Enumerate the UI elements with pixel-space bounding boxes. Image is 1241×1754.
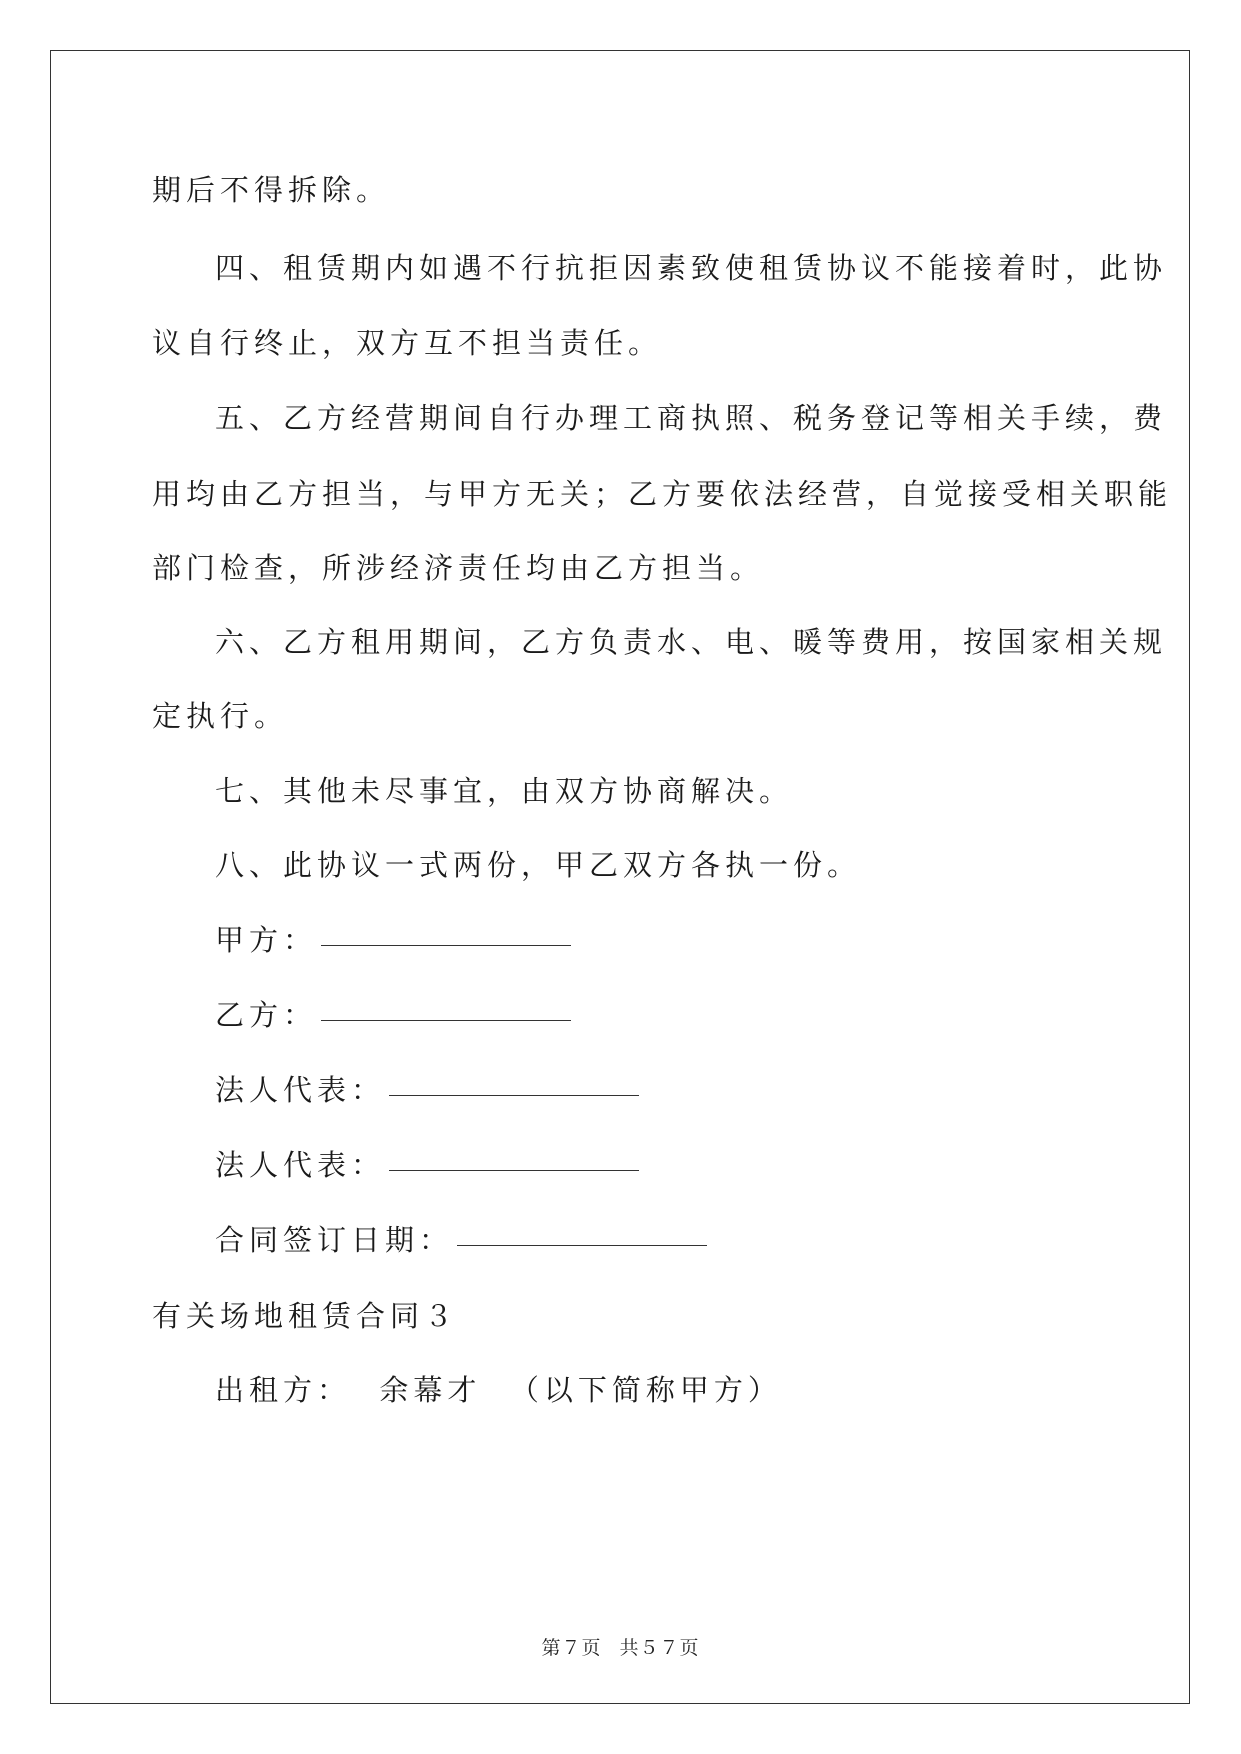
party-b-signature <box>215 995 571 1035</box>
legal-rep-blank <box>389 1095 639 1096</box>
paragraph-line: 五、乙方经营期间自行办理工商执照、税务登记等相关手续，费 <box>215 401 1168 435</box>
lessor-line: 出租方： 余幕才 （以下简称甲方） <box>215 1373 782 1407</box>
page-footer <box>0 1633 1241 1660</box>
paragraph-line: 部门检查，所涉经济责任均由乙方担当。 <box>152 551 765 585</box>
paragraph-line: 八、此协议一式两份，甲乙双方各执一份。 <box>215 848 862 882</box>
paragraph-line: 期后不得拆除。 <box>152 173 391 207</box>
paragraph-line: 四、租赁期内如遇不行抗拒因素致使租赁协议不能接着时，此协 <box>215 251 1168 285</box>
party-a-signature <box>215 920 571 960</box>
sign-date-line <box>215 1220 707 1260</box>
party-a-blank <box>321 945 571 946</box>
legal-rep-label: 法人代表： <box>215 1073 386 1107</box>
paragraph-line: 用均由乙方担当，与甲方无关；乙方要依法经营，自觉接受相关职能 <box>152 477 1173 511</box>
legal-rep-blank <box>389 1170 639 1171</box>
total-pages: 共５７页 <box>619 1637 700 1659</box>
section-title: 有关场地租赁合同３ <box>152 1299 459 1333</box>
paragraph-line: 议自行终止，双方互不担当责任。 <box>152 326 663 360</box>
party-b-label: 乙方： <box>215 998 318 1032</box>
sign-date-blank <box>457 1245 707 1246</box>
page-number: 第７页 <box>541 1637 602 1659</box>
legal-rep-label: 法人代表： <box>215 1148 386 1182</box>
paragraph-line: 七、其他未尽事宜，由双方协商解决。 <box>215 774 794 808</box>
paragraph-line: 定执行。 <box>152 699 289 733</box>
sign-date-label: 合同签订日期： <box>215 1223 454 1257</box>
legal-rep-signature <box>215 1145 639 1185</box>
party-a-label: 甲方： <box>215 923 318 957</box>
paragraph-line: 六、乙方租用期间，乙方负责水、电、暖等费用，按国家相关规 <box>215 625 1168 659</box>
legal-rep-signature <box>215 1070 639 1110</box>
party-b-blank <box>321 1020 571 1021</box>
